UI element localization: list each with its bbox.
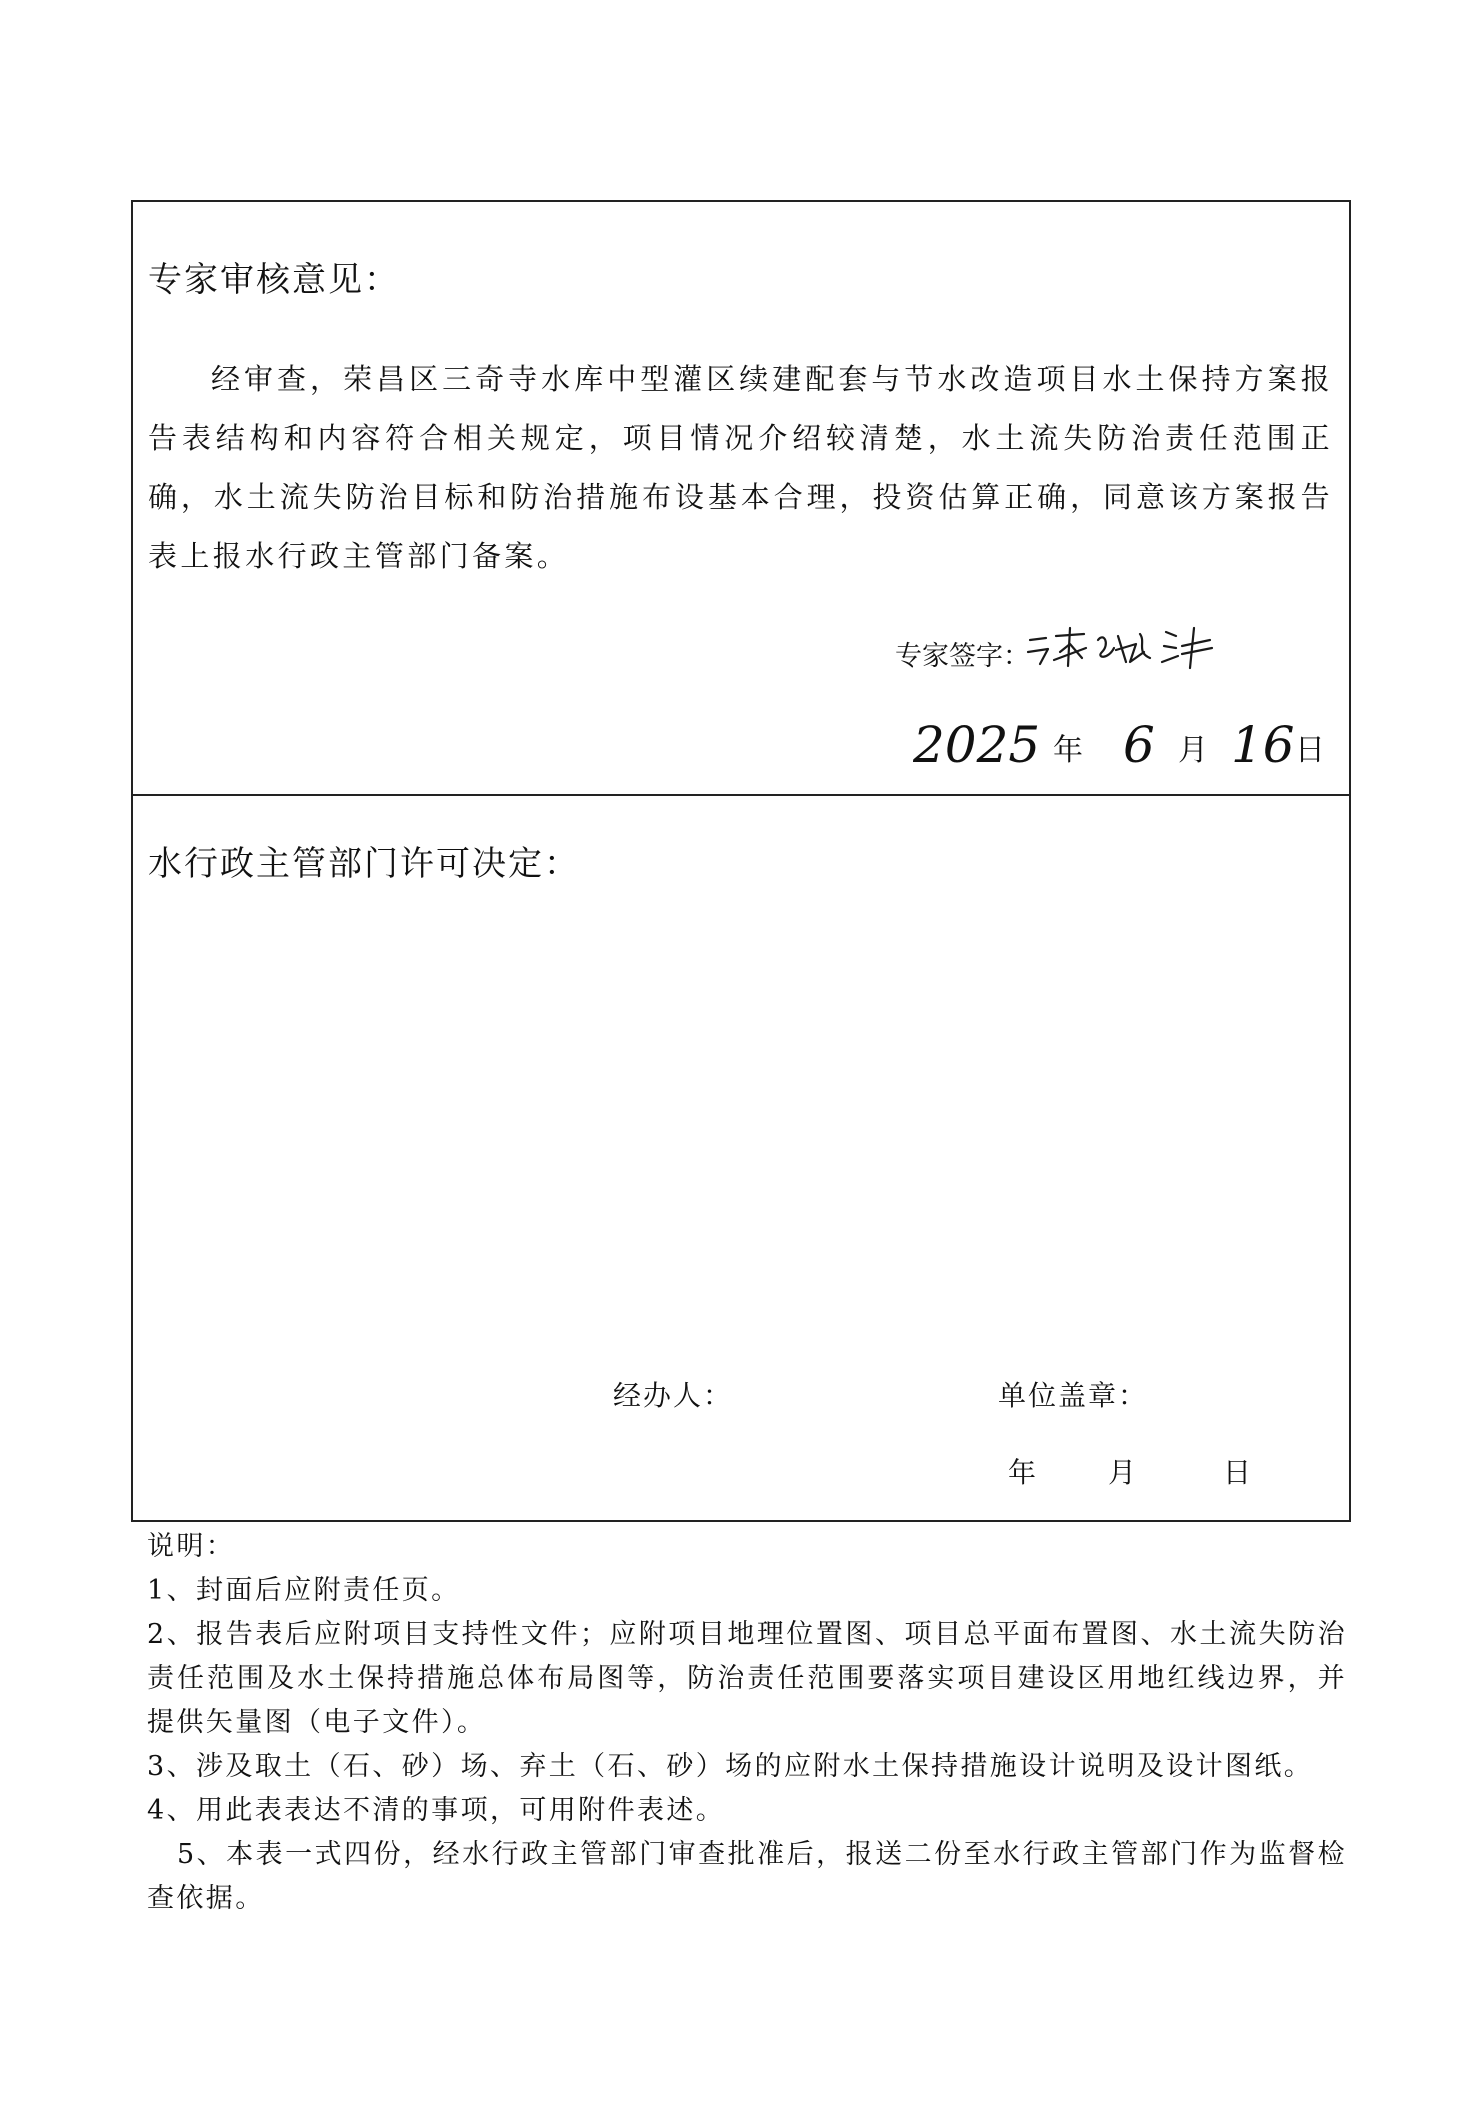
expert-review-heading: 专家审核意见： [148, 260, 400, 300]
date-month-unit: 月 [1178, 733, 1208, 768]
expert-review-section [131, 200, 1351, 796]
note-item: 1、封面后应附责任页。 [147, 1575, 461, 1606]
date-month: 6 [1123, 716, 1155, 774]
signature-label: 专家签字： [895, 641, 1030, 672]
year-label: 年 [1008, 1456, 1039, 1489]
notes-title: 说明： [147, 1531, 236, 1562]
note-item: 2、报告表后应附项目支持性文件；应附项目地理位置图、项目总平面布置图、水土流失防治责任范围及水土保持措施总体布局图等，防治责任范围要落实项目建设区用地红线边界，并提供矢量图（电子文件）。 [147, 1619, 1347, 1738]
date-day-unit: 日 [1295, 733, 1325, 768]
approval-decision-heading: 水行政主管部门许可决定： [148, 844, 580, 884]
note-item: 5、本表一式四份，经水行政主管部门审查批准后，报送二份至水行政主管部门作为监督检查依据。 [147, 1839, 1347, 1914]
handwritten-signature [1026, 622, 1226, 672]
expert-review-text: 经审查，荣昌区三奇寺水库中型灌区续建配套与节水改造项目水土保持方案报告表结构和内容符合相关规定，项目情况介绍较清楚，水土流失防治责任范围正确，水土流失防治目标和防治措施布设基本合理，投资估算正确，同意该方案报告表上报水行政主管部门备案。 [148, 362, 1333, 573]
seal-label: 单位盖章： [998, 1379, 1149, 1412]
approval-decision-section [131, 794, 1351, 1522]
handler-label: 经办人： [613, 1379, 734, 1412]
note-item: 4、用此表表达不清的事项，可用附件表述。 [147, 1795, 726, 1826]
day-label: 日 [1223, 1456, 1254, 1489]
date-day: 16 [1231, 716, 1295, 774]
date-year-unit: 年 [1053, 733, 1083, 768]
handwritten-date [913, 710, 1393, 780]
date-year: 2025 [913, 716, 1041, 774]
notes-section [147, 1525, 1347, 1921]
month-label: 月 [1108, 1456, 1139, 1489]
note-item: 3、涉及取土（石、砂）场、弃土（石、砂）场的应附水土保持措施设计说明及设计图纸。 [147, 1751, 1314, 1782]
